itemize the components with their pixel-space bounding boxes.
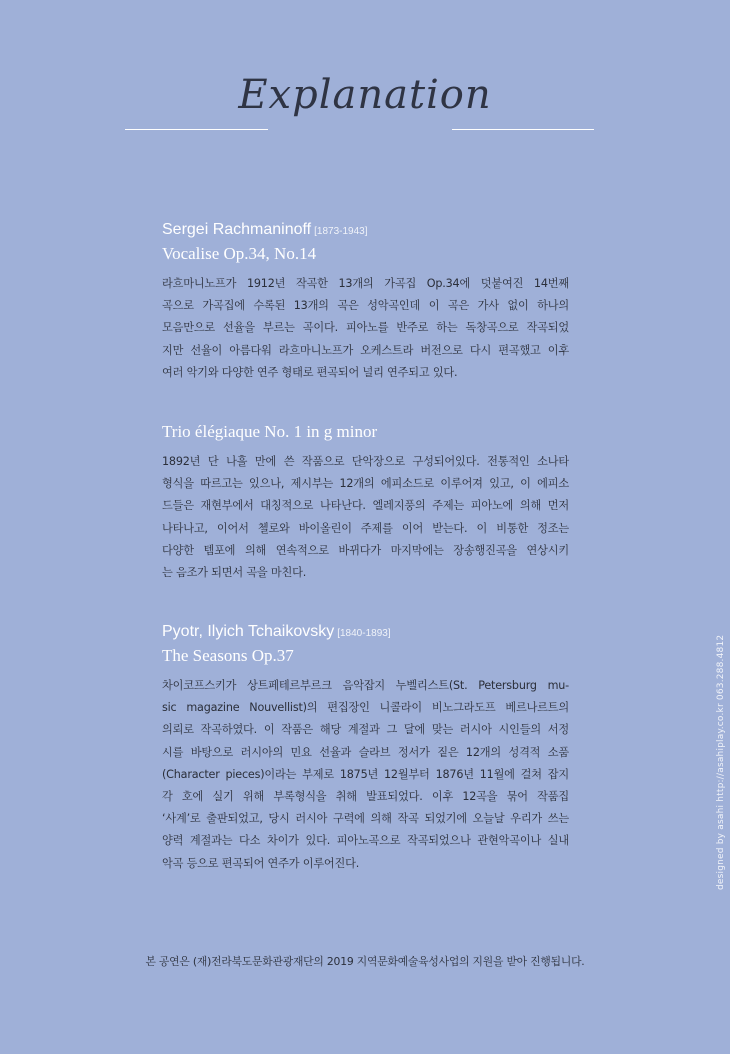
body-line: 나타나고, 이어서 첼로와 바이올린이 주제를 이어 받는다. 이 비통한 정조는	[162, 521, 569, 535]
composer-label: Sergei Rachmaninoff	[162, 221, 312, 238]
page-title: Explanation	[238, 72, 492, 118]
designer-credit: designed by asahi http://asahiplay.co.kr 063.288.4812	[716, 634, 726, 890]
body-line: 여러 악기와 다양한 연주 형태로 편곡되어 널리 연주되고 있다.	[162, 365, 458, 379]
work-title: Vocalise Op.34, No.14	[162, 244, 317, 263]
section-body	[162, 273, 569, 384]
body-line: 지만 선율이 아름다워 라흐마니노프가 오케스트라 버전으로 다시 편곡했고 이후	[162, 343, 569, 357]
composer-name	[162, 220, 569, 242]
body-line: 모음만으로 선율을 부르는 곡이다. 피아노를 반주로 하는 독창곡으로 작곡되었	[162, 321, 569, 335]
body-line: 라흐마니노프가 1912년 작곡한 13개의 가곡집 Op.34에 덧붙여진 14번째	[162, 277, 569, 290]
body-line: 차이코프스키가 상트페테르부르크 음악잡지 누벨리스트(St. Petersburg mu-	[162, 679, 569, 692]
section-trio-elegiaque	[162, 420, 569, 584]
body-line: 곡으로 가곡집에 수록된 13개의 곡은 성악곡인데 이 곡은 가사 없이 하나의	[162, 299, 569, 313]
composer-name	[162, 622, 569, 644]
section-body	[162, 451, 569, 584]
body-line: 드들은 재현부에서 대칭적으로 나타난다. 엘레지풍의 주제는 피아노에 의해 먼저	[162, 499, 569, 513]
body-line: 는 음조가 되면서 곡을 마친다.	[162, 566, 307, 580]
section-body	[162, 675, 569, 875]
body-line: 악곡 등으로 편곡되어 연주가 이루어진다.	[162, 856, 360, 870]
body-line: 형식을 따르고는 있으나, 제시부는 12개의 에피소드로 이루어져 있고, 이 에피소	[162, 477, 569, 491]
page-header	[0, 0, 730, 160]
body-line: (Character pieces)이라는 부제로 1875년 12월부터 1876년 11월에 걸쳐 잡지	[162, 767, 569, 781]
section-rachmaninoff-vocalise	[162, 220, 569, 384]
body-line: 의뢰로 작곡하였다. 이 작품은 해당 계절과 그 달에 맞는 러시아 시인들의 서정	[162, 723, 569, 737]
work-title: Trio élégiaque No. 1 in g minor	[162, 422, 378, 441]
body-line: 1892년 단 나흘 만에 쓴 작품으로 단악장으로 구성되어있다. 전통적인 소나타	[162, 455, 569, 468]
work-title: The Seasons Op.37	[162, 646, 294, 665]
body-line: sic magazine Nouvellist)의 편집장인 니콜라이 비노그라도프 베르나르트의	[162, 701, 569, 715]
title-rule-right	[452, 129, 594, 130]
composer-label: Pyotr, Ilyich Tchaikovsky	[162, 623, 335, 640]
sponsor-notice: 본 공연은 (재)전라북도문화관광재단의 2019 지역문화예술육성사업의 지원을 받아 진행됩니다.	[145, 955, 585, 968]
section-tchaikovsky-seasons	[162, 622, 569, 875]
body-line: ‘사계’로 출판되었고, 당시 러시아 구력에 의해 작곡 되었기에 오늘날 우리가 쓰는	[162, 812, 569, 826]
body-line: 다양한 템포에 의해 연속적으로 바뀌다가 마지막에는 장송행진곡을 연상시키	[162, 543, 569, 557]
body-line: 시를 바탕으로 러시아의 민요 선율과 슬라브 정서가 짙은 12개의 성격적 소품	[162, 745, 569, 759]
composer-years: [1840-1893]	[337, 628, 391, 639]
body-line: 각 호에 실기 위해 부록형식을 취해 발표되었다. 이후 12곡을 묶어 작품집	[162, 790, 569, 804]
composer-years: [1873-1943]	[314, 226, 368, 237]
title-rule-left	[125, 129, 268, 130]
body-line: 양력 계절과는 다소 차이가 있다. 피아노곡으로 작곡되었으나 관현악곡이나 실내	[162, 834, 569, 848]
